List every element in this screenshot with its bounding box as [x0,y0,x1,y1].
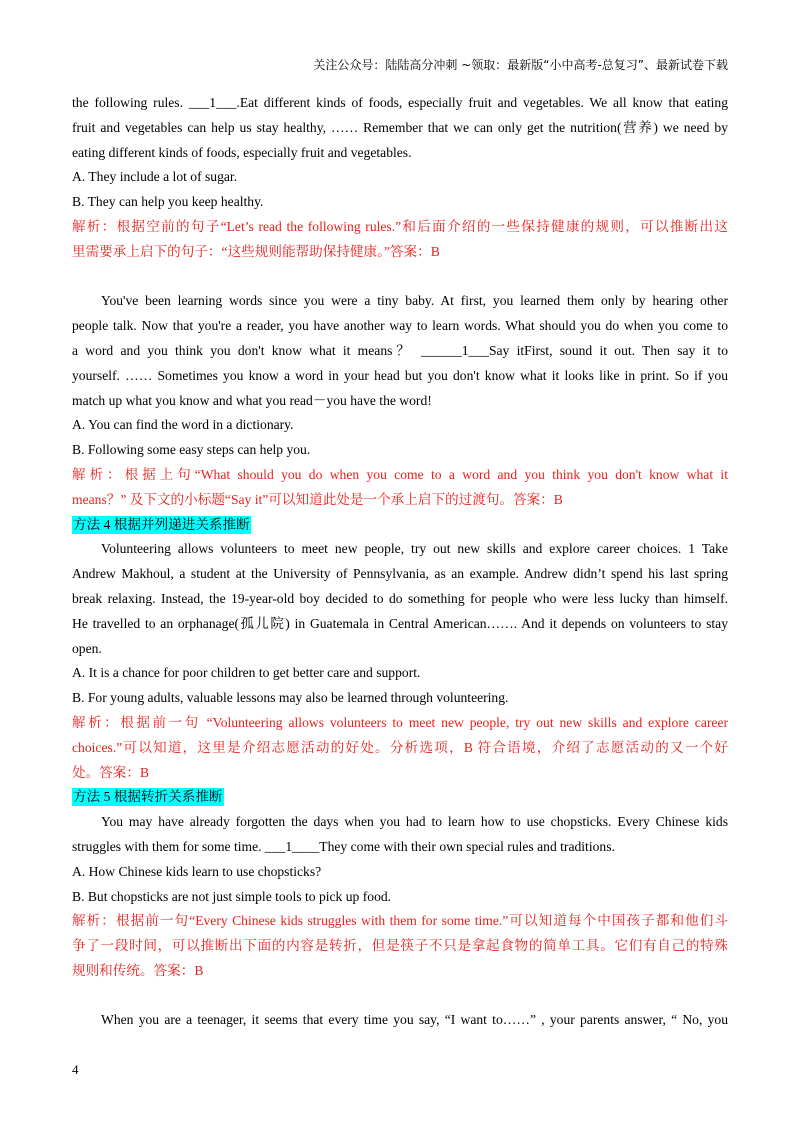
analysis-line: 解析：根据空前的句子“Let’s read the following rules.”和后面介绍的一些保持健康的规则，可以推断出这 [72,218,728,234]
option-a: A. How Chinese kids learn to use chopsticks? [72,863,322,879]
text-line: the following rules. ___1___.Eat different kinds of foods, especially fruit and vegetables. We all know that eating [72,95,728,110]
option-a: A. They include a lot of sugar. [72,169,238,185]
analysis-2 [72,463,728,513]
passage-3 [72,537,728,661]
analysis-4 [72,909,728,983]
analysis-line: 解析：根据前一句 “Volunteering allows volunteers to meet new people, try out new skills and explore career [72,714,728,730]
option-a: A. You can find the word in a dictionary. [72,417,294,433]
text-line: Volunteering allows volunteers to meet new people, try out new skills and explore career choices. 1 Take [101,541,728,557]
analysis-line: 解析：根据上句“What should you do when you come to a word and you think you don't know what it [72,466,728,482]
option-b: B. But chopsticks are not just simple tools to pick up food. [72,888,392,904]
passage-5 [72,1008,728,1033]
analysis-line: 处。答案：B [72,764,150,780]
analysis-line: 解析：根据前一句“Every Chinese kids struggles with them for some time.”可以知道每个中国孩子都和他们斗 [72,913,728,929]
page-header: 关注公众号：陆陆高分冲刺 ~领取：最新版“小中高考-总复习”、最新试卷下载 [313,58,728,72]
text-line: You've been learning words since you were a tiny baby. At first, you learned them only by hearing other [101,293,728,309]
text-line: fruit and vegetables can help us stay healthy, …… Remember that we can only get the nutrition(营养) we need by [72,119,728,135]
text-line: eating different kinds of foods, especially fruit and vegetables. [72,144,412,160]
option-b: B. Following some easy steps can help you. [72,442,311,458]
analysis-line: 里需要承上启下的句子：“这些规则能帮助保持健康。”答案：B [72,243,440,259]
method-4-heading: 方法 4 根据并列递进关系推断 [73,516,250,532]
option-a: A. It is a chance for poor children to get better care and support. [72,665,421,681]
text-line: match up what you know and what you read－you have the word! [72,392,432,408]
text-line: people talk. Now that you're a reader, you have another way to learn words. What should you do when you come to [72,318,728,334]
analysis-1 [72,215,728,265]
method-5-heading-row [72,785,728,810]
text-line: break relaxing. Instead, the 19-year-old boy decided to do something for people who were less lucky than himself. [72,590,728,606]
analysis-line: 争了一段时间，可以推断出下面的内容是转折，但是筷子不只是拿起食物的简单工具。它们有自己的特殊 [72,938,728,954]
text-line: struggles with them for some time. ___1____They come with their own special rules and traditions. [72,838,615,854]
text-line: He travelled to an orphanage(孤儿院) in Guatemala in Central American……. And it depends on volunteers to stay [72,615,728,631]
text-line: Andrew Makhoul, a student at the University of Pennsylvania, as an example. Andrew didn’t spend his last spring [72,566,728,582]
method-5-heading: 方法 5 根据转折关系推断 [73,789,223,805]
page-number: 4 [72,1062,79,1077]
passage-1 [72,91,728,165]
text-line: When you are a teenager, it seems that every time you say, “I want to……” , your parents answer, “ No, you [101,1012,728,1028]
method-4-heading-row [72,513,728,538]
analysis-line: means？” 及下文的小标题“Say it”可以知道此处是一个承上启下的过渡句。答案：B [72,491,563,507]
text-line: open. [72,640,102,656]
text-line: yourself. …… Sometimes you know a word in your head but you don't know what it looks like in print. So if you [72,367,728,383]
analysis-line: 规则和传统。答案：B [72,962,204,978]
option-b: B. For young adults, valuable lessons may also be learned through volunteering. [72,690,509,706]
passage-2 [72,289,728,413]
text-line: a word and you think you don't know what it means？ ______1___Say itFirst, sound it out. Then say it to [72,342,728,358]
passage-4 [72,810,728,860]
analysis-line: choices.”可以知道，这里是介绍志愿活动的好处。分析选项，B 符合语境，介绍了志愿活动的又一个好 [72,739,728,755]
document-body [72,91,728,1033]
option-b: B. They can help you keep healthy. [72,194,264,210]
analysis-3 [72,711,728,785]
text-line: You may have already forgotten the days when you had to learn how to use chopsticks. Every Chinese kids [101,814,728,830]
